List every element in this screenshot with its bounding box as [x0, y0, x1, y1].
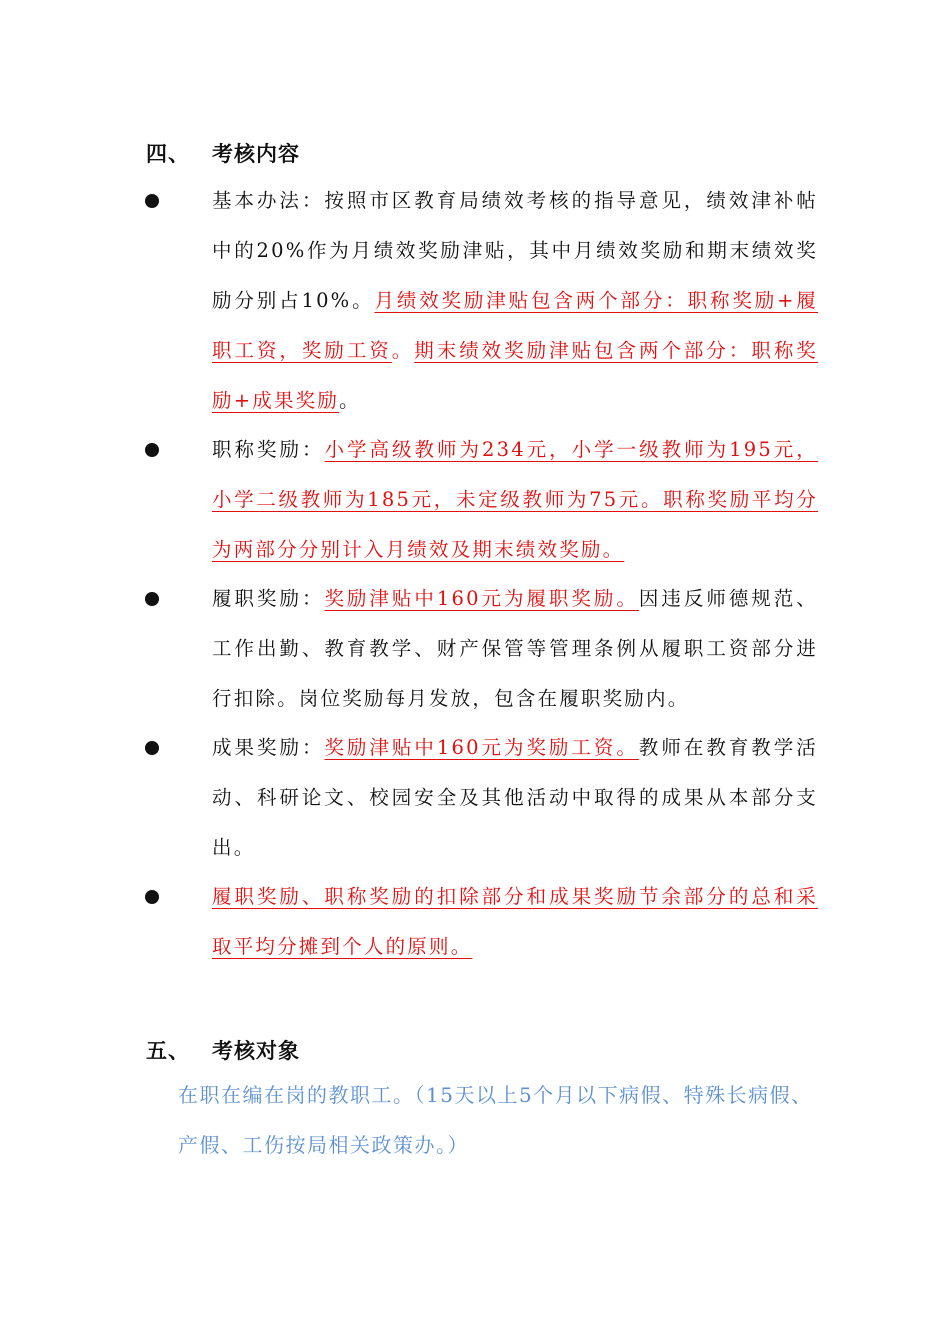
item-basic-method	[212, 176, 818, 426]
item-label: 成果奖励：	[212, 736, 325, 759]
item-title-reward	[212, 425, 818, 575]
bullet-marker	[145, 194, 159, 208]
bullet-marker	[145, 741, 159, 755]
item-duty-reward	[212, 574, 818, 724]
item-label: 基本办法：	[212, 189, 325, 212]
bullet-marker	[145, 443, 159, 457]
bullet-marker	[145, 890, 159, 904]
item-punct: 。	[339, 389, 361, 412]
item-label: 履职奖励：	[212, 587, 325, 610]
item-text: 教师在教育教学活动、科研论文、校园安全及其他活动中取得的成果从本部分支出。	[212, 736, 818, 859]
section-5-title: 考核对象	[212, 1038, 300, 1063]
item-sharing-principle	[212, 872, 818, 972]
item-highlight: 奖励津贴中160元为奖励工资。	[324, 736, 639, 759]
section-5-number: 五、	[146, 1038, 190, 1063]
item-highlight: 期末绩效奖励津贴包含两个部分：职称奖励+成果奖励	[212, 339, 818, 412]
item-text: 按照市区教育局绩效考核的指导意见，绩效津补帖中的20%作为月绩效奖励津贴，其中月绩效奖励和期末绩效奖励分别占10%。	[212, 189, 818, 312]
bullet-marker	[145, 592, 159, 606]
item-achievement-reward	[212, 723, 818, 873]
item-label: 职称奖励：	[212, 438, 325, 461]
section-4-title: 考核内容	[212, 141, 300, 166]
item-highlight: 履职奖励、职称奖励的扣除部分和成果奖励节余部分的总和采取平均分摊到个人的原则。	[212, 885, 818, 958]
item-punct: 。	[391, 339, 415, 362]
item-text: 因违反师德规范、工作出勤、教育教学、财产保管等管理条例从履职工资部分进行扣除。岗位奖励每月发放，包含在履职奖励内。	[212, 587, 818, 710]
section-4-number: 四、	[146, 141, 190, 166]
section-5-body: 在职在编在岗的教职工。（15天以上5个月以下病假、特殊长病假、产假、工伤按局相关政策办。）	[178, 1083, 813, 1157]
item-highlight: 奖励津贴中160元为履职奖励。	[324, 587, 639, 610]
item-highlight: 小学高级教师为234元，小学一级教师为195元，小学二级教师为185元，未定级教师为75元。职称奖励平均分为两部分分别计入月绩效及期末绩效奖励。	[212, 438, 818, 561]
item-highlight: 月绩效奖励津贴包含两个部分：职称奖励+履职工资，奖励工资	[212, 289, 818, 362]
section-4-heading	[146, 138, 300, 168]
section-5-heading	[146, 1035, 300, 1065]
